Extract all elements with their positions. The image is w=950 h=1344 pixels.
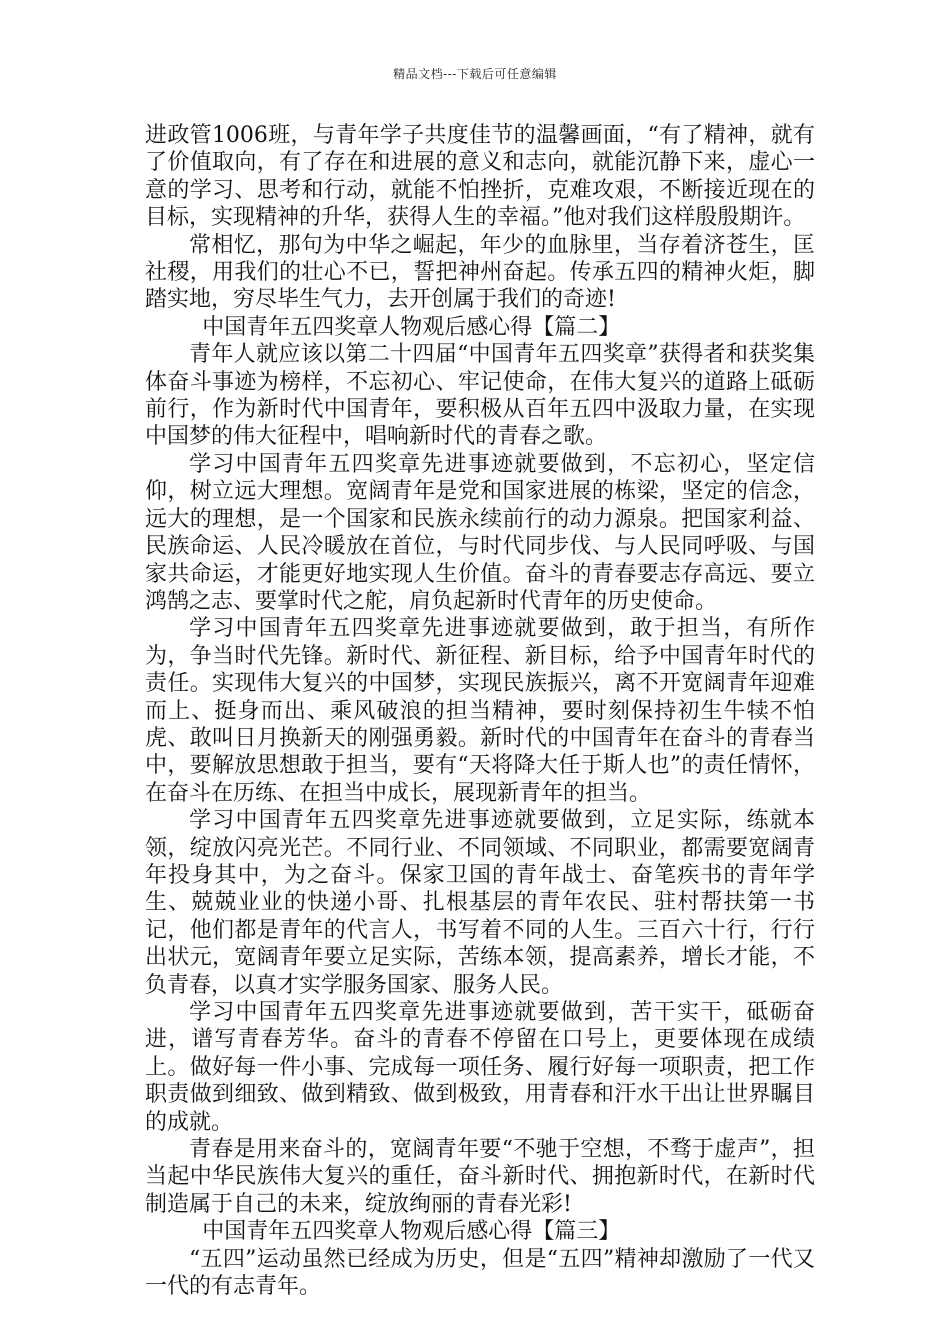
page-header: 精品文档---下载后可任意编辑 xyxy=(393,67,557,81)
paragraph: “五四”运动虽然已经成为历史，但是“五四”精神却激励了一代又一代的有志青年。 xyxy=(145,1246,815,1300)
section-heading-part-three: 中国青年五四奖章人物观后感心得【篇三】 xyxy=(202,1219,621,1245)
paragraph: 青春是用来奋斗的，宽阔青年要“不驰于空想，不骛于虚声”，担当起中华民族伟大复兴的重任，奋斗新时代、拥抱新时代，在新时代制造属于自己的未来，绽放绚丽的青春光彩! xyxy=(145,1137,815,1217)
paragraph: 学习中国青年五四奖章先进事迹就要做到，苦干实干，砥砺奋进，谱写青春芳华。奋斗的青春不停留在口号上，更要体现在成绩上。做好每一件小事、完成每一项任务、履行好每一项职责，把工作职责做到细致、做到精致、做到极致，用青春和汗水干出让世界瞩目的成就。 xyxy=(145,1000,815,1135)
paragraph: 青年人就应该以第二十四届“中国青年五四奖章”获得者和获奖集体奋斗事迹为榜样，不忘初心、牢记使命，在伟大复兴的道路上砥砺前行，作为新时代中国青年，要积极从百年五四中汲取力量，在实现中国梦的伟大征程中，唱响新时代的青春之歌。 xyxy=(145,342,815,450)
paragraph: 学习中国青年五四奖章先进事迹就要做到，敢于担当，有所作为，争当时代先锋。新时代、新征程、新目标，给予中国青年时代的责任。实现伟大复兴的中国梦，实现民族振兴，离不开宽阔青年迎难而上、挺身而出、乘风破浪的担当精神，要时刻保持初生牛犊不怕虎、敢叫日月换新天的刚强勇毅。新时代的中国青年在奋斗的青春当中，要解放思想敢于担当，要有“天将降大任于斯人也”的责任情怀，在奋斗在历练、在担当中成长，展现新青年的担当。 xyxy=(145,616,815,806)
section-heading-part-two: 中国青年五四奖章人物观后感心得【篇二】 xyxy=(202,314,621,340)
paragraph: 学习中国青年五四奖章先进事迹就要做到，立足实际，练就本领，绽放闪亮光芒。不同行业、不同领域、不同职业，都需要宽阔青年投身其中，为之奋斗。保家卫国的青年战士、奋笔疾书的青年学生、兢兢业业的快递小哥、扎根基层的青年农民、驻村帮扶第一书记，他们都是青年的代言人，书写着不同的人生。三百六十行，行行出状元，宽阔青年要立足实际，苦练本领，提高素养，增长才能，不负青春，以真才实学服务国家、服务人民。 xyxy=(145,808,815,998)
document-body xyxy=(145,122,815,1300)
paragraph: 学习中国青年五四奖章先进事迹就要做到，不忘初心，坚定信仰，树立远大理想。宽阔青年是党和国家进展的栋梁，坚定的信念，远大的理想，是一个国家和民族永续前行的动力源泉。把国家利益、民族命运、人民冷暖放在首位，与时代同步伐、与人民同呼吸、与国家共命运，才能更好地实现人生价值。奋斗的青春要志存高远、要立鸿鹄之志、要掌时代之舵，肩负起新时代青年的历史使命。 xyxy=(145,451,815,614)
paragraph-continuation: 进政管1006班，与青年学子共度佳节的温馨画面，“有了精神，就有了价值取向，有了存在和进展的意义和志向，就能沉静下来，虚心一意的学习、思考和行动，就能不怕挫折，克难攻艰，不断接近现在的目标，实现精神的升华，获得人生的幸福。”他对我们这样殷殷期许。 xyxy=(145,123,815,231)
paragraph: 常相忆，那句为中华之崛起，年少的血脉里，当存着济苍生，匡社稷，用我们的壮心不已，誓把神州奋起。传承五四的精神火炬，脚踏实地，穷尽毕生气力，去开创属于我们的奇迹! xyxy=(145,232,815,313)
